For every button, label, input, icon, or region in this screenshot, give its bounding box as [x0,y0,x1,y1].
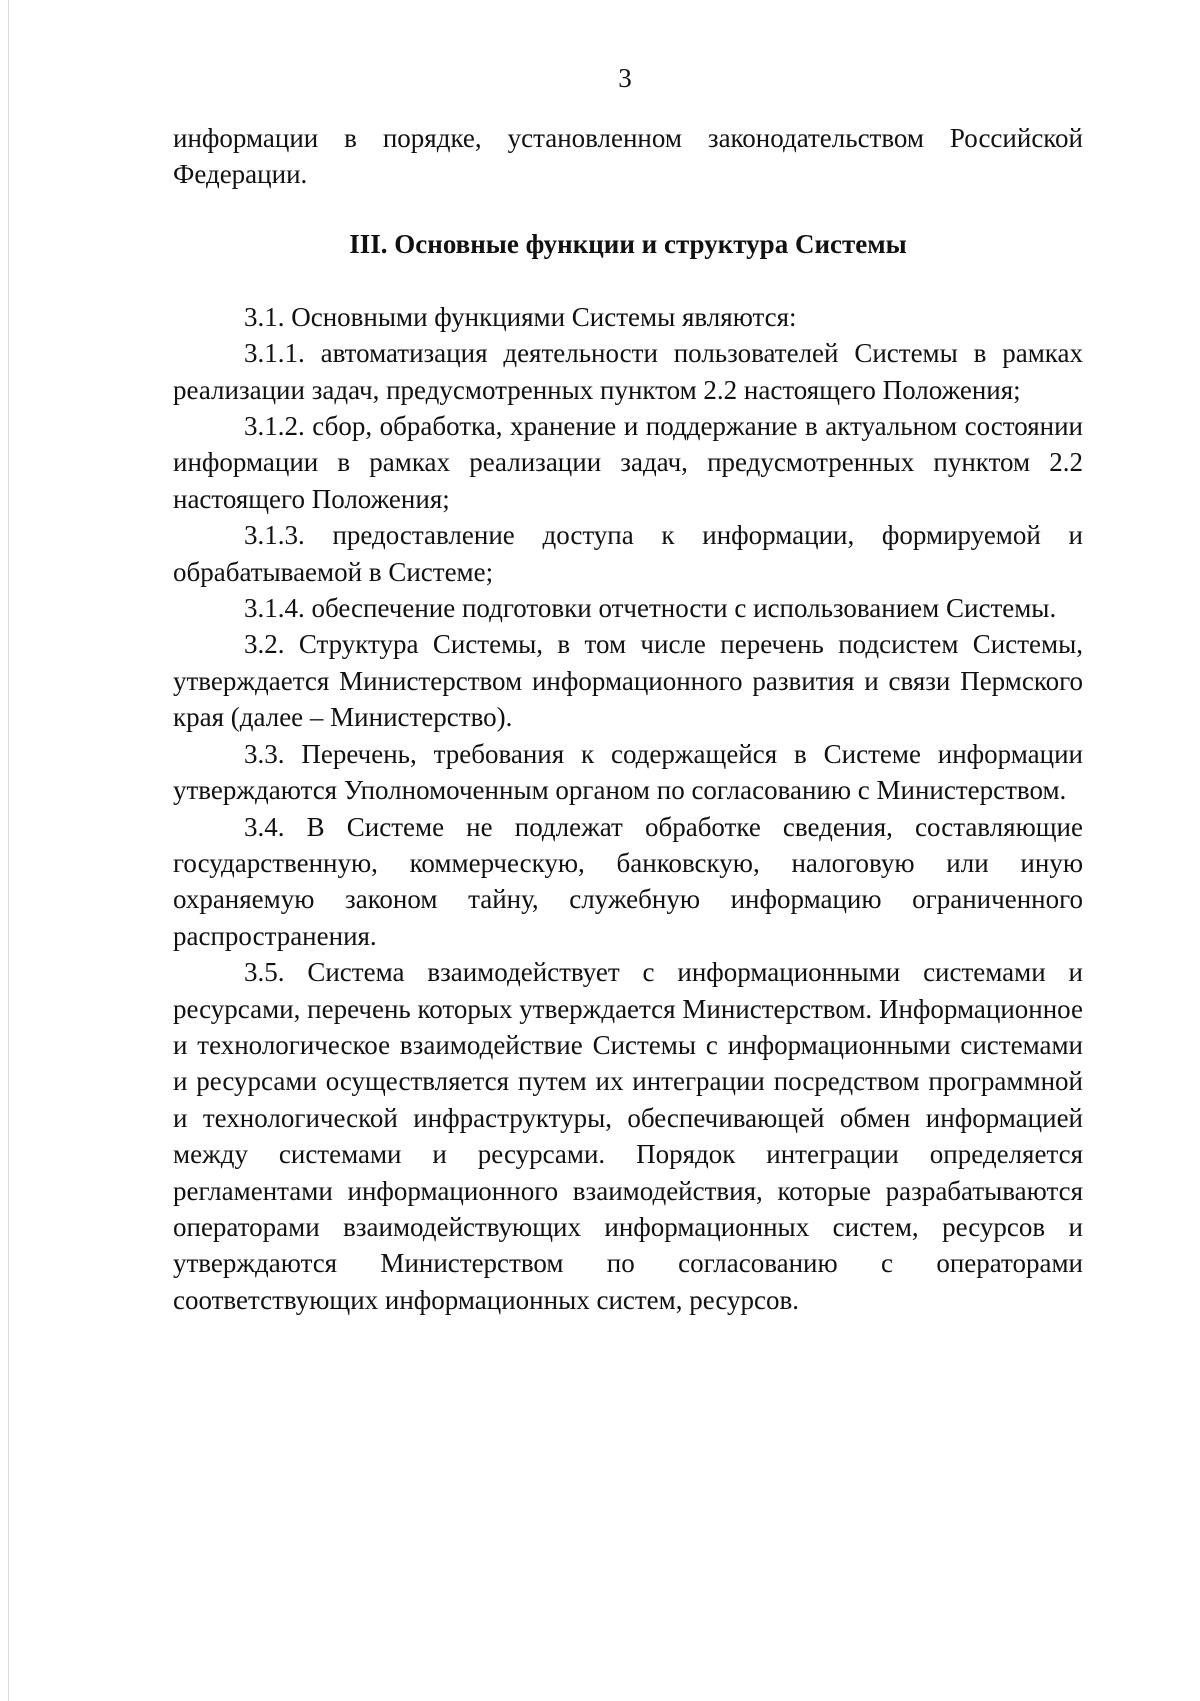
paragraph-3-4: 3.4. В Системе не подлежат обработке сведения, составляющие государственную, коммерческую, банковскую, налоговую или иную охраняемую законом тайну, служебную информацию ограниченного распространения. [173,811,1083,951]
scan-edge-line [8,0,9,1701]
paragraph-3-1-2: 3.1.2. сбор, обработка, хранение и поддержание в актуальном состоянии информации в рамках реализации задач, предусмотренных пунктом 2.2 настоящего Положения; [173,411,1083,514]
paragraph-3-1-4: 3.1.4. обеспечение подготовки отчетности с использованием Системы. [244,593,1057,624]
paragraph-3-2: 3.2. Структура Системы, в том числе перечень подсистем Системы, утверждается Министерством информационного развития и связи Пермского края (далее – Министерство). [173,629,1083,733]
paragraph-3-5: 3.5. Система взаимодействует с информационными системами и ресурсами, перечень которых утверждается Министерством. Информационное и технологическое взаимодействие Системы с информационными системами и ресурсами осуществляется путем их интеграции посредством программной и технологической инфраструктуры, обеспечивающей обмен информацией между системами и ресурсами. Порядок интеграции определяется регламентами информационного взаимодействия, которые разрабатываются операторами взаимодействующих информационных систем, ресурсов и утверждаются Министерством по согласованию с операторами соответствующих информационных систем, ресурсов. [173,957,1083,1315]
page-number: 3 [618,63,632,93]
paragraph-3-3: 3.3. Перечень, требования к содержащейся в Системе информации утверждаются Уполномоченным органом по согласованию с Министерством. [173,738,1083,806]
paragraph-3-1: 3.1. Основными функциями Системы являются: [244,301,797,332]
paragraph-3-1-3: 3.1.3. предоставление доступа к информации, формируемой и обрабатываемой в Системе; [173,520,1083,587]
paragraph-3-1-1: 3.1.1. автоматизация деятельности пользователей Системы в рамках реализации задач, предусмотренных пунктом 2.2 настоящего Положения; [173,338,1083,405]
section-heading: III. Основные функции и структура Системы [349,228,907,259]
document-body [173,120,1083,1318]
intro-paragraph: информации в порядке, установленном законодательством Российской Федерации. [173,123,1083,190]
